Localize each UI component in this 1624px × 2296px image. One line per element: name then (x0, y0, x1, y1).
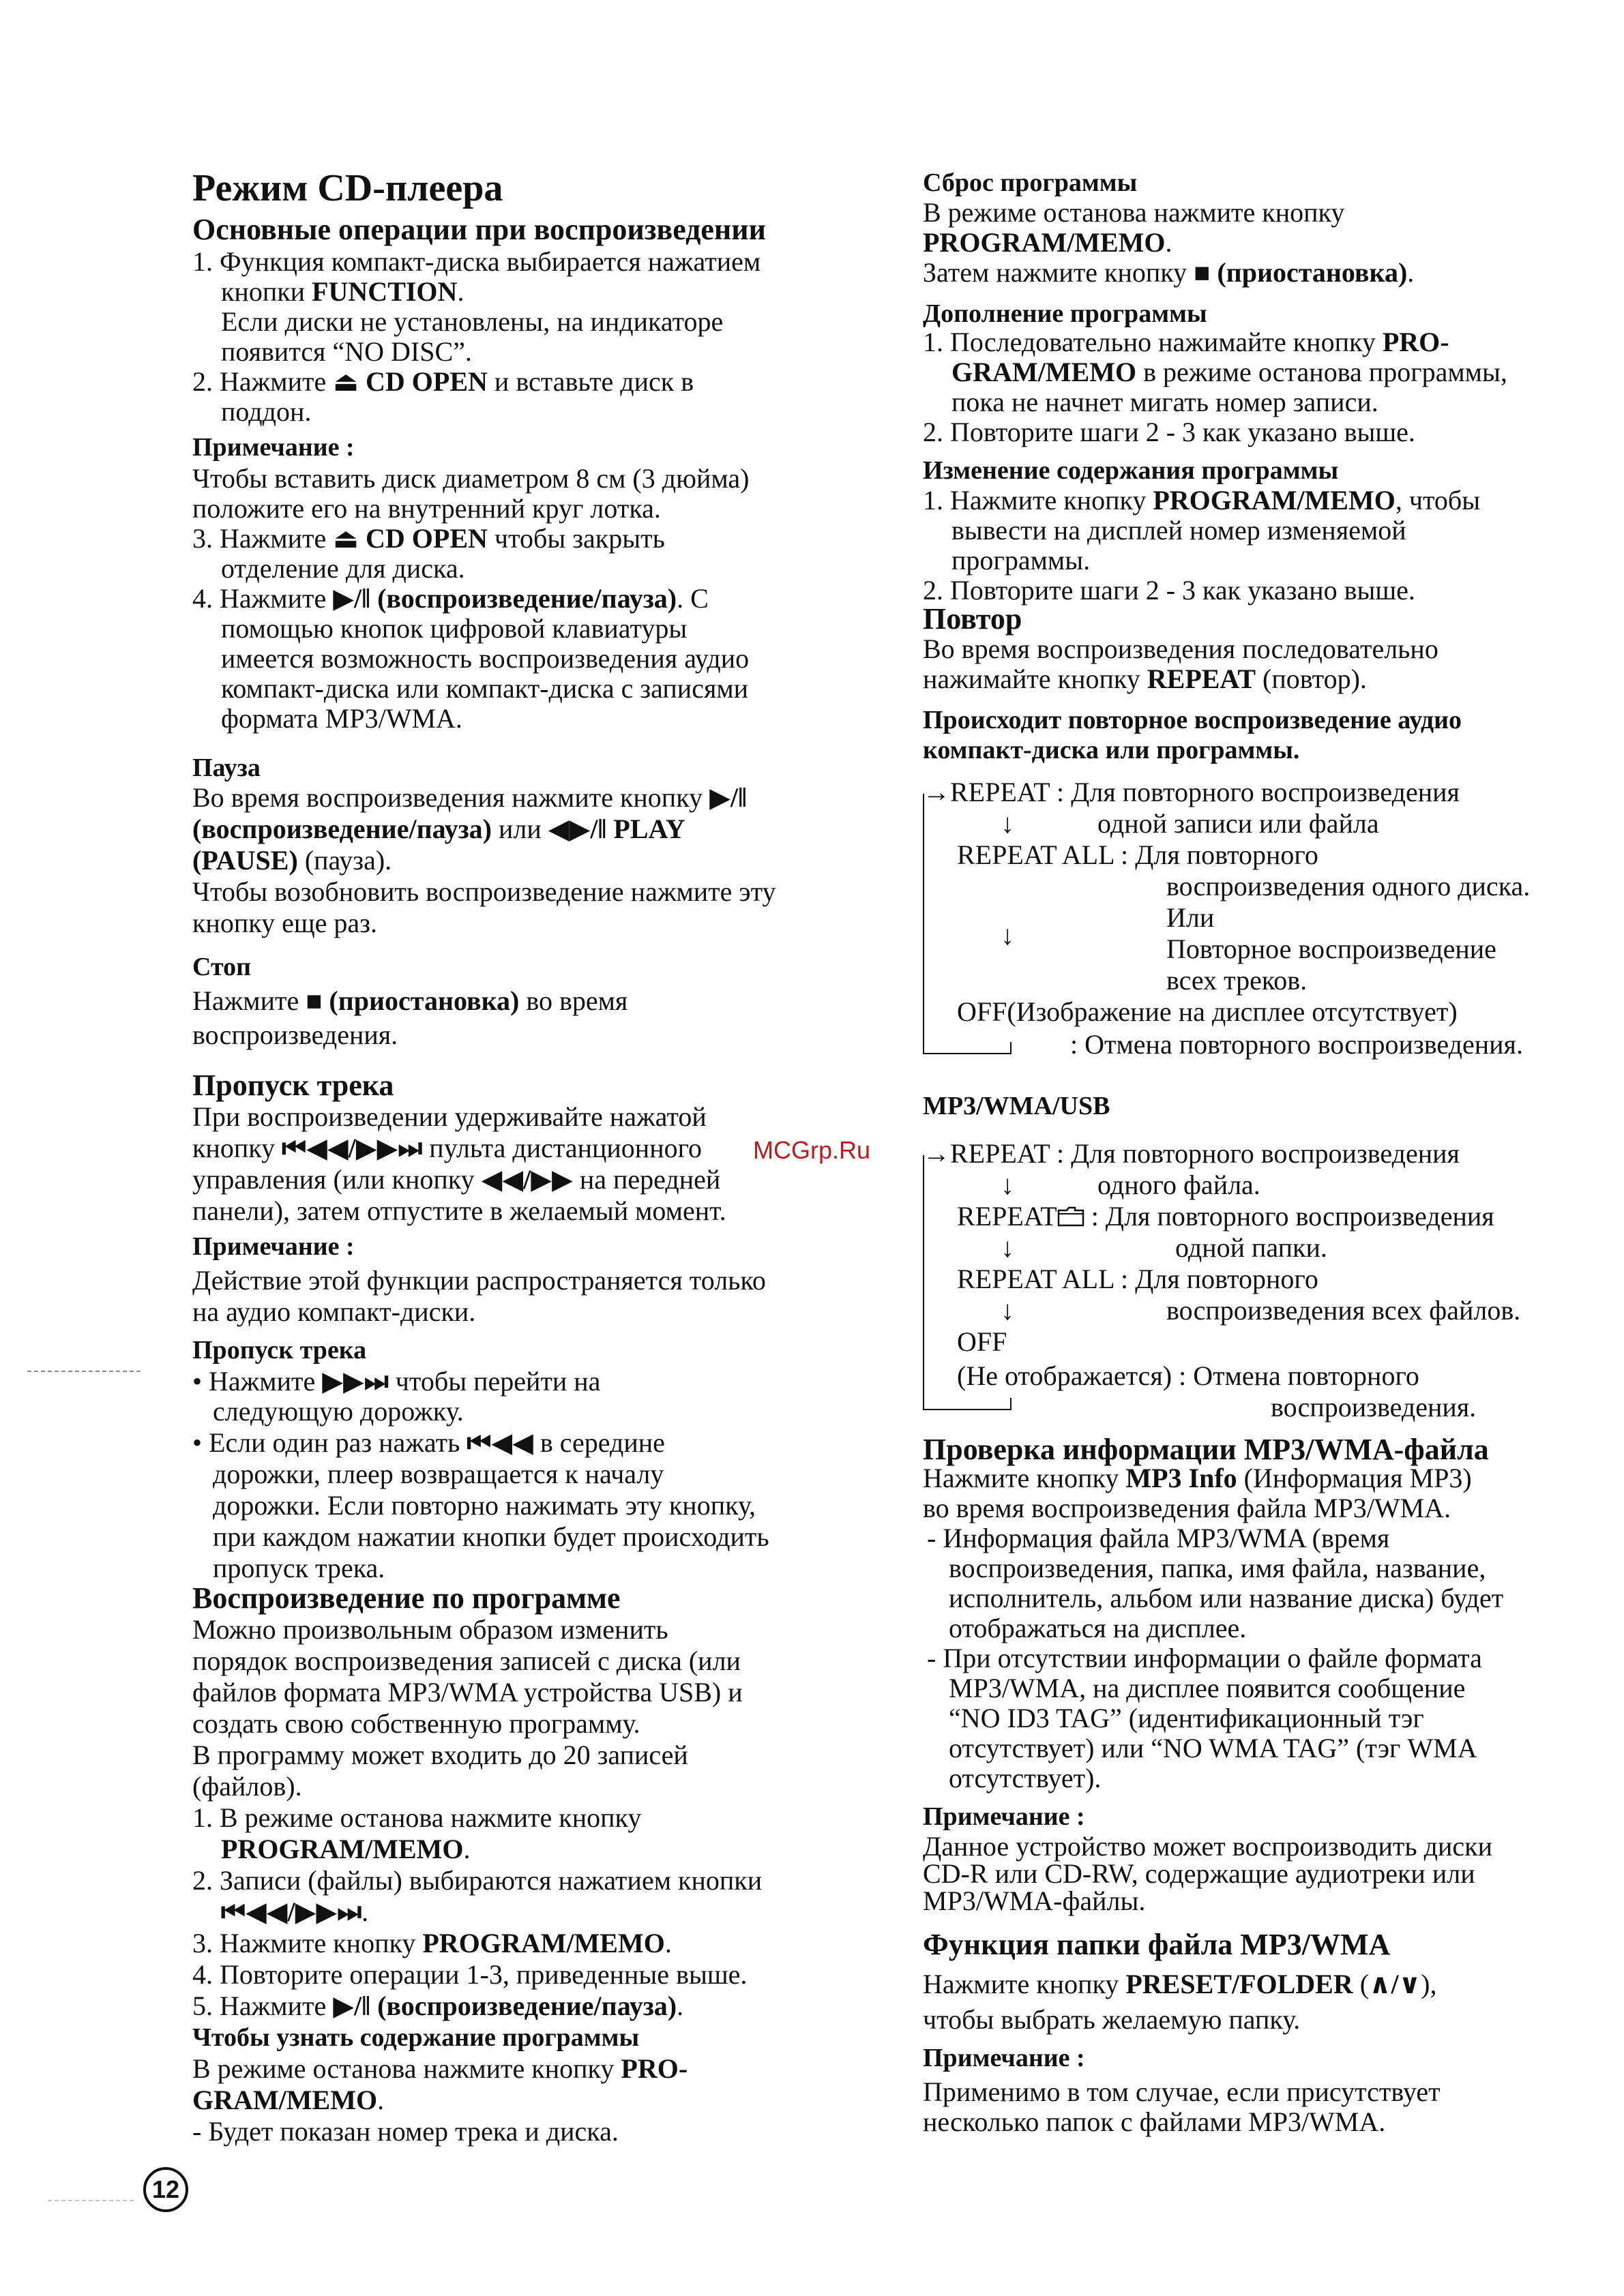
program-step-5: 5. Нажмите ▶/‖ (воспроизведение/пауза). (192, 1991, 684, 2021)
skip-line-1: При воспроизведении удерживайте нажатой (192, 1101, 707, 1132)
step-1-line-3: Если диски не установлены, на индикаторе (221, 306, 724, 337)
program-step-2-line-1: 2. Записи (файлы) выбираются нажатием кнопки (192, 1865, 763, 1896)
change-line-1: 1. Нажмите кнопку PROGRAM/MEMO, чтобы (923, 485, 1481, 516)
stop-line-1: Нажмите ■ (приостановка) во время (192, 985, 628, 1016)
note-heading-3: Примечание : (923, 1802, 1085, 1831)
step-4-line-5: формата MP3/WMA. (221, 703, 462, 734)
program-content-line-1: В режиме останова нажмите кнопку PRO- (192, 2053, 688, 2084)
skip2-bullet-2-line-5: пропуск трека. (213, 1553, 385, 1583)
info-line-9: “NO ID3 TAG” (идентификационный тэг (949, 1703, 1424, 1733)
stop-line-2: воспроизведения. (192, 1019, 398, 1050)
reset-line-1: В режиме останова нажмите кнопку (923, 197, 1345, 228)
folder-line-1: Нажмите кнопку PRESET/FOLDER (∧/∨), (923, 1969, 1437, 1999)
repeat-cd-line-9: : Отмена повторного воспроизведения. (1070, 1029, 1523, 1060)
change-heading: Изменение содержания программы (923, 456, 1339, 485)
info-line-5: исполнитель, альбом или название диска) будет (949, 1583, 1504, 1613)
repeat-cd-line-5: Или (1166, 902, 1215, 933)
program-intro-2: порядок воспроизведения записей с диска (или (192, 1645, 741, 1676)
note-3-line-2: CD-R или CD-RW, содержащие аудиотреки или (923, 1858, 1475, 1889)
arrow-down-icon: ↓ (1001, 1169, 1014, 1200)
info-line-10: отсутствует) или “NO WMA TAG” (тэг WMA (949, 1733, 1477, 1763)
watermark: MCGrp.Ru (753, 1136, 871, 1164)
scan-artifact (27, 1371, 143, 1372)
repeat-bold-2: компакт-диска или программы. (923, 736, 1300, 764)
skip2-bullet-2-line-3: дорожки. Если повторно нажимать эту кнопку, (213, 1490, 756, 1521)
pause-heading: Пауза (192, 754, 261, 782)
pause-line-4: Чтобы возобновить воспроизведение нажмите эту (192, 876, 776, 907)
reset-heading: Сброс программы (923, 168, 1138, 197)
repeat-line-2: нажимайте кнопку REPEAT (повтор). (923, 664, 1367, 694)
repeat-line-1: Во время воспроизведения последовательно (923, 633, 1438, 664)
add-line-1: 1. Последовательно нажимайте кнопку PRO- (923, 327, 1449, 357)
skip-heading: Пропуск трека (192, 1069, 394, 1102)
repeat-cd-line-7: всех треков. (1166, 965, 1308, 996)
pause-line-2: (воспроизведение/пауза) или ◀▶/‖ PLAY (192, 814, 685, 844)
mp3-line-2: одного файла. (1097, 1169, 1260, 1200)
note-3-line-3: MP3/WMA-файлы. (923, 1885, 1146, 1916)
info-line-2: во время воспроизведения файла MP3/WMA. (923, 1493, 1451, 1523)
skip-line-4: панели), затем отпустите в желаемый момент. (192, 1195, 726, 1226)
step-4-line-3: имеется возможность воспроизведения аудио (221, 643, 750, 674)
add-line-3: пока не начнет мигать номер записи. (951, 387, 1378, 417)
note-1-line-1: Чтобы вставить диск диаметром 8 см (3 дюйма) (192, 463, 750, 494)
note-heading-1: Примечание : (192, 433, 355, 462)
info-line-7: - При отсутствии информации о файле формата (927, 1643, 1482, 1673)
note-2-line-2: на аудио компакт-диски. (192, 1296, 476, 1327)
step-4-line-4: компакт-диска или компакт-диска с записями (221, 673, 749, 704)
page-title: Режим CD-плеера (192, 167, 503, 209)
program-step-1-line-1: 1. В режиме останова нажмите кнопку (192, 1802, 642, 1833)
program-content-line-2: GRAM/MEMO. (192, 2085, 385, 2115)
program-intro-4: создать свою собственную программу. (192, 1708, 640, 1739)
reset-line-3: Затем нажмите кнопку ■ (приостановка). (923, 257, 1415, 288)
pause-line-1: Во время воспроизведения нажмите кнопку ▶/‖ (192, 782, 747, 813)
info-line-11: отсутствует). (949, 1763, 1102, 1793)
page-number: 12 (143, 2167, 188, 2212)
program-heading: Воспроизведение по программе (192, 1581, 621, 1615)
skip2-bullet-2-line-1: • Если один раз нажать ⏮◀◀ в середине (192, 1427, 665, 1458)
folder-heading: Функция папки файла MP3/WMA (923, 1928, 1391, 1961)
mp3-line-4: одной папки. (1175, 1232, 1327, 1263)
change-line-4: 2. Повторите шаги 2 - 3 как указано выше. (923, 575, 1415, 606)
step-4-line-1: 4. Нажмите ▶/‖ (воспроизведение/пауза). С (192, 583, 709, 614)
step-4-line-2: помощью кнопок цифровой клавиатуры (221, 613, 688, 644)
folder-line-2: чтобы выбрать желаемую папку. (923, 2004, 1301, 2035)
note-3-line-1: Данное устройство может воспроизводить диски (923, 1831, 1492, 1862)
repeat-cd-line-4: воспроизведения одного диска. (1166, 871, 1531, 901)
up-down-icon: ∧/∨ (1369, 1969, 1421, 1999)
arrow-down-icon: ↓ (1001, 920, 1014, 951)
stop-heading: Стоп (192, 953, 252, 981)
note-4-line-2: несколько папок с файлами MP3/WMA. (923, 2106, 1386, 2137)
info-line-6: отображаться на дисплее. (949, 1613, 1247, 1643)
program-step-4: 4. Повторите операции 1-3, приведенные выше. (192, 1959, 748, 1990)
reset-line-2: PROGRAM/MEMO. (923, 227, 1172, 258)
arrow-down-icon: ↓ (1001, 1232, 1014, 1263)
program-step-1-line-2: PROGRAM/MEMO. (221, 1834, 471, 1864)
add-line-2: GRAM/MEMO в режиме останова программы, (951, 357, 1507, 387)
repeat-bold-1: Происходит повторное воспроизведение аудио (923, 706, 1462, 734)
pause-line-3: (PAUSE) (пауза). (192, 845, 392, 876)
mp3-line-8: (Не отображается) : Отмена повторного (957, 1360, 1419, 1391)
program-intro-6: (файлов). (192, 1771, 302, 1802)
program-content-line-3: - Будет показан номер трека и диска. (192, 2116, 619, 2147)
repeat-heading: Повтор (923, 602, 1022, 636)
arrow-down-icon: ↓ (1001, 808, 1014, 839)
step-3-line-1: 3. Нажмите ⏏ CD OPEN чтобы закрыть (192, 523, 665, 554)
arrow-down-icon: ↓ (1001, 1295, 1014, 1326)
add-line-4: 2. Повторите шаги 2 - 3 как указано выше. (923, 417, 1415, 447)
add-heading: Дополнение программы (923, 299, 1207, 328)
mp3-line-3: REPEAT : Для повторного воспроизведения (957, 1201, 1494, 1232)
folder-icon (1057, 1206, 1084, 1227)
step-2-line-1: 2. Нажмите ⏏ CD OPEN и вставьте диск в (192, 366, 694, 397)
program-step-2-line-2: ⏮◀◀/▶▶⏭. (221, 1896, 369, 1927)
basic-ops-heading: Основные операции при воспроизведении (192, 213, 766, 246)
program-intro-3: файлов формата MP3/WMA устройства USB) и (192, 1677, 743, 1708)
info-line-4: воспроизведения, папка, имя файла, название, (949, 1553, 1486, 1583)
note-4-line-1: Применимо в том случае, если присутствует (923, 2076, 1441, 2107)
mp3-line-7: OFF (957, 1326, 1007, 1357)
skip2-bullet-2-line-2: дорожки, плеер возвращается к началу (213, 1459, 664, 1489)
note-heading-2: Примечание : (192, 1232, 355, 1261)
program-step-3: 3. Нажмите кнопку PROGRAM/MEMO. (192, 1928, 672, 1958)
note-1-line-2: положите его на внутренний круг лотка. (192, 493, 661, 524)
skip2-bullet-2-line-4: при каждом нажатии кнопки будет происходить (213, 1521, 769, 1552)
program-intro-1: Можно произвольным образом изменить (192, 1614, 668, 1645)
skip-line-3: управления (или кнопку ◀◀/▶▶ на передней (192, 1164, 721, 1195)
repeat-cd-line-2: одной записи или файла (1097, 808, 1379, 839)
step-1-line-4: появится “NO DISC”. (221, 336, 472, 367)
repeat-cd-line-6: Повторное воспроизведение (1166, 934, 1496, 964)
skip2-bullet-1-line-1: • Нажмите ▶▶⏭ чтобы перейти на (192, 1366, 601, 1397)
change-line-2: вывести на дисплей номер изменяемой (951, 515, 1406, 546)
repeat-cd-line-3: REPEAT ALL : Для повторного (957, 839, 1318, 870)
mp3-heading: MP3/WMA/USB (923, 1092, 1110, 1120)
skip2-heading: Пропуск трека (192, 1336, 367, 1365)
scan-artifact (48, 2200, 136, 2201)
note-heading-4: Примечание : (923, 2044, 1085, 2072)
change-line-3: программы. (951, 545, 1091, 576)
info-heading: Проверка информации MP3/WMA-файла (923, 1433, 1489, 1466)
repeat-cd-line-8: OFF(Изображение на дисплее отсутствует) (957, 996, 1458, 1027)
skip-line-2: кнопку ⏮◀◀/▶▶⏭ пульта дистанционного (192, 1133, 703, 1163)
step-2-line-2: поддон. (221, 396, 312, 427)
step-3-line-2: отделение для диска. (221, 553, 465, 584)
pause-line-5: кнопку еще раз. (192, 908, 377, 938)
repeat-cd-line-1: →REPEAT : Для повторного воспроизведения (923, 777, 1460, 807)
info-line-8: MP3/WMA, на дисплее появится сообщение (949, 1673, 1466, 1703)
note-2-line-1: Действие этой функции распространяется только (192, 1265, 766, 1296)
info-line-3: - Информация файла MP3/WMA (время (927, 1523, 1390, 1553)
skip2-bullet-1-line-2: следующую дорожку. (213, 1396, 464, 1427)
program-intro-5: В программу может входить до 20 записей (192, 1740, 688, 1770)
mp3-line-9: воспроизведения. (1271, 1392, 1477, 1422)
mp3-line-6: воспроизведения всех файлов. (1166, 1295, 1521, 1326)
program-content-heading: Чтобы узнать содержание программы (192, 2023, 640, 2052)
mp3-line-1: →REPEAT : Для повторного воспроизведения (923, 1138, 1460, 1169)
info-line-1: Нажмите кнопку MP3 Info (Информация MP3) (923, 1463, 1472, 1493)
step-1-line-2: кнопки FUNCTION. (221, 276, 464, 307)
step-1-line-1: 1. Функция компакт-диска выбирается нажатием (192, 246, 761, 277)
mp3-line-5: REPEAT ALL : Для повторного (957, 1264, 1318, 1294)
